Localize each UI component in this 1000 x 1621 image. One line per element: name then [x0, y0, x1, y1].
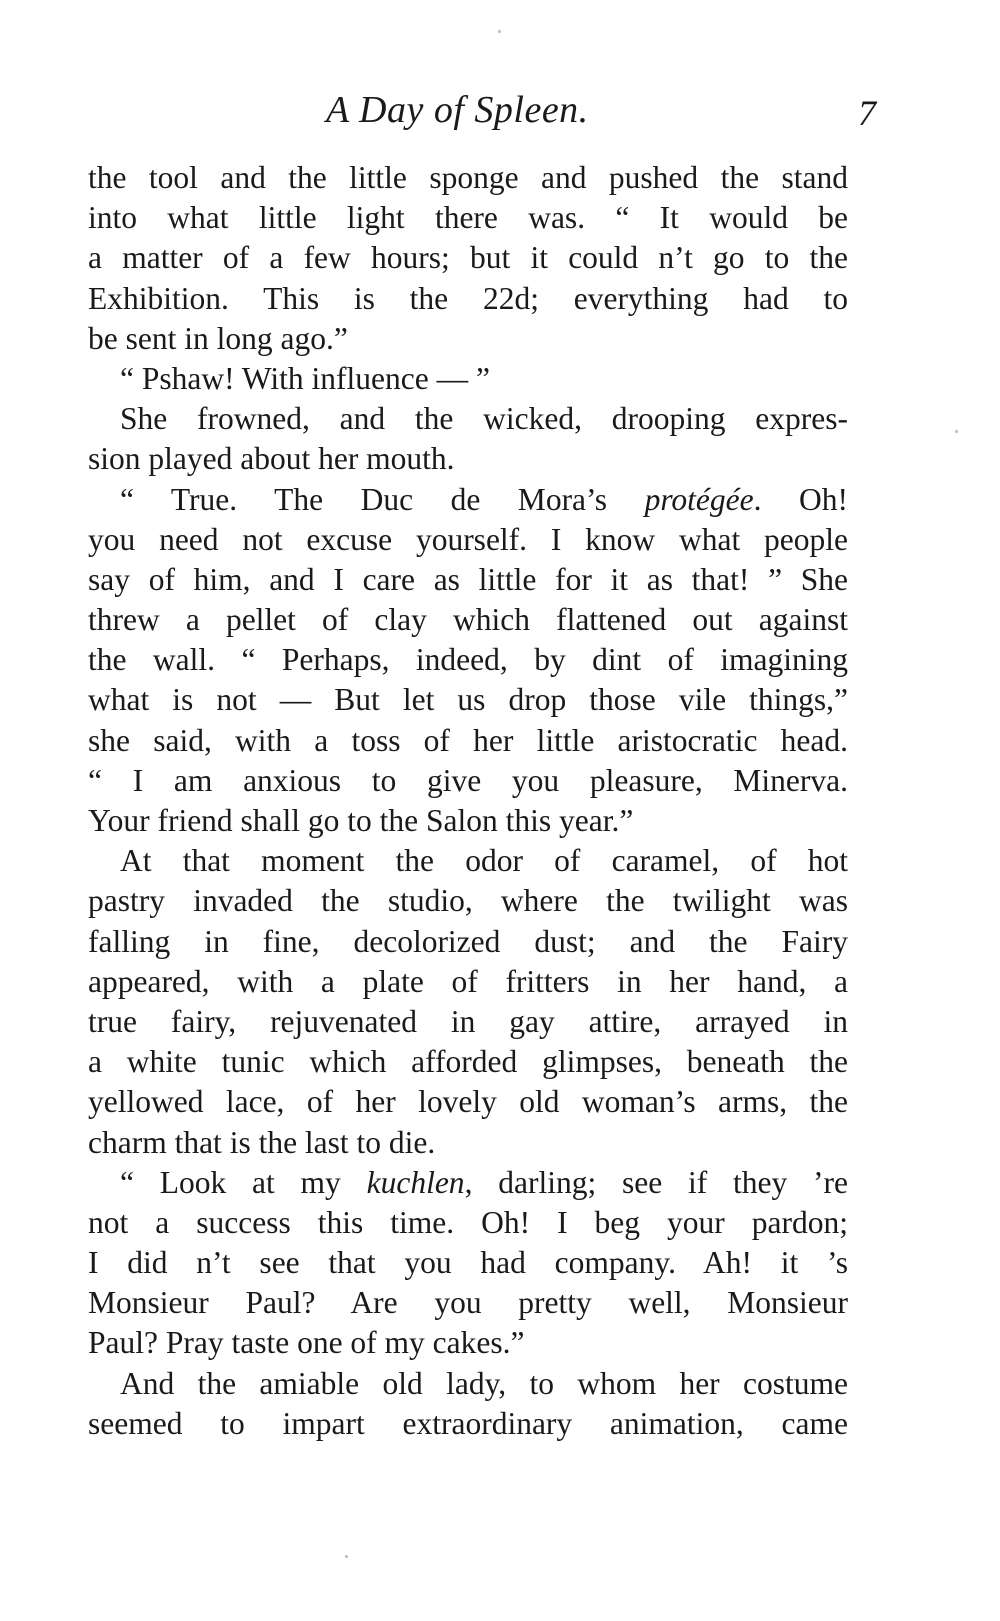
text-line: I did n’t see that you had company. Ah! it ’s: [88, 1245, 848, 1281]
paper-speck: [345, 1555, 348, 1558]
text-line: At that moment the odor of caramel, of hot: [120, 843, 848, 879]
running-head: [0, 88, 1000, 138]
paper-speck: [955, 430, 958, 433]
text-line: “ True. The Duc de Mora’s protégée. Oh!: [120, 481, 848, 517]
text-line: “ Look at my kuchlen, darling; see if they ’re: [120, 1164, 848, 1200]
text-line: the wall. “ Perhaps, indeed, by dint of imagining: [88, 642, 848, 678]
page-number: 7: [858, 93, 876, 133]
text-line: the tool and the little sponge and pushed the stand: [88, 160, 848, 195]
text-line: sion played about her mouth.: [88, 441, 455, 477]
text-line: what is not — But let us drop those vile things,”: [88, 682, 848, 718]
text-line: threw a pellet of clay which flattened out against: [88, 602, 848, 638]
text-line: Monsieur Paul? Are you pretty well, Monsieur: [88, 1285, 848, 1321]
body-text: [88, 158, 848, 1444]
text-line: She frowned, and the wicked, drooping expres-: [120, 401, 848, 437]
text-line: “ I am anxious to give you pleasure, Minerva.: [88, 762, 848, 798]
text-line: you need not excuse yourself. I know what people: [88, 521, 848, 557]
text-line: a matter of a few hours; but it could n’t go to the: [88, 240, 848, 276]
text-line: be sent in long ago.”: [88, 320, 348, 356]
text-line: appeared, with a plate of fritters in her hand, a: [88, 963, 848, 999]
italic-word: kuchlen: [366, 1164, 465, 1200]
text-line: yellowed lace, of her lovely old woman’s arms, the: [88, 1084, 848, 1120]
text-line: a white tunic which afforded glimpses, beneath the: [88, 1044, 848, 1080]
text-line: Your friend shall go to the Salon this year.”: [88, 803, 634, 838]
text-line: she said, with a toss of her little aristocratic head.: [88, 722, 848, 758]
text-line: Paul? Pray taste one of my cakes.”: [88, 1325, 525, 1361]
text-line: pastry invaded the studio, where the twilight was: [88, 883, 848, 919]
text-line: seemed to impart extraordinary animation, came: [88, 1405, 848, 1441]
text-line: into what little light there was. “ It would be: [88, 200, 848, 236]
text-line: Exhibition. This is the 22d; everything had to: [88, 280, 848, 316]
italic-word: protégée: [644, 481, 754, 517]
text-line: And the amiable old lady, to whom her costume: [120, 1365, 848, 1401]
paper-speck: [498, 30, 501, 33]
text-line: say of him, and I care as little for it as that! ” She: [88, 561, 848, 597]
text-line: true fairy, rejuvenated in gay attire, arrayed in: [88, 1003, 848, 1039]
text-line: charm that is the last to die.: [88, 1124, 436, 1160]
text-line: “ Pshaw! With influence — ”: [120, 360, 490, 396]
text-line: falling in fine, decolorized dust; and the Fairy: [88, 923, 848, 959]
text-line: not a success this time. Oh! I beg your pardon;: [88, 1204, 848, 1240]
running-title: A Day of Spleen.: [326, 89, 589, 131]
